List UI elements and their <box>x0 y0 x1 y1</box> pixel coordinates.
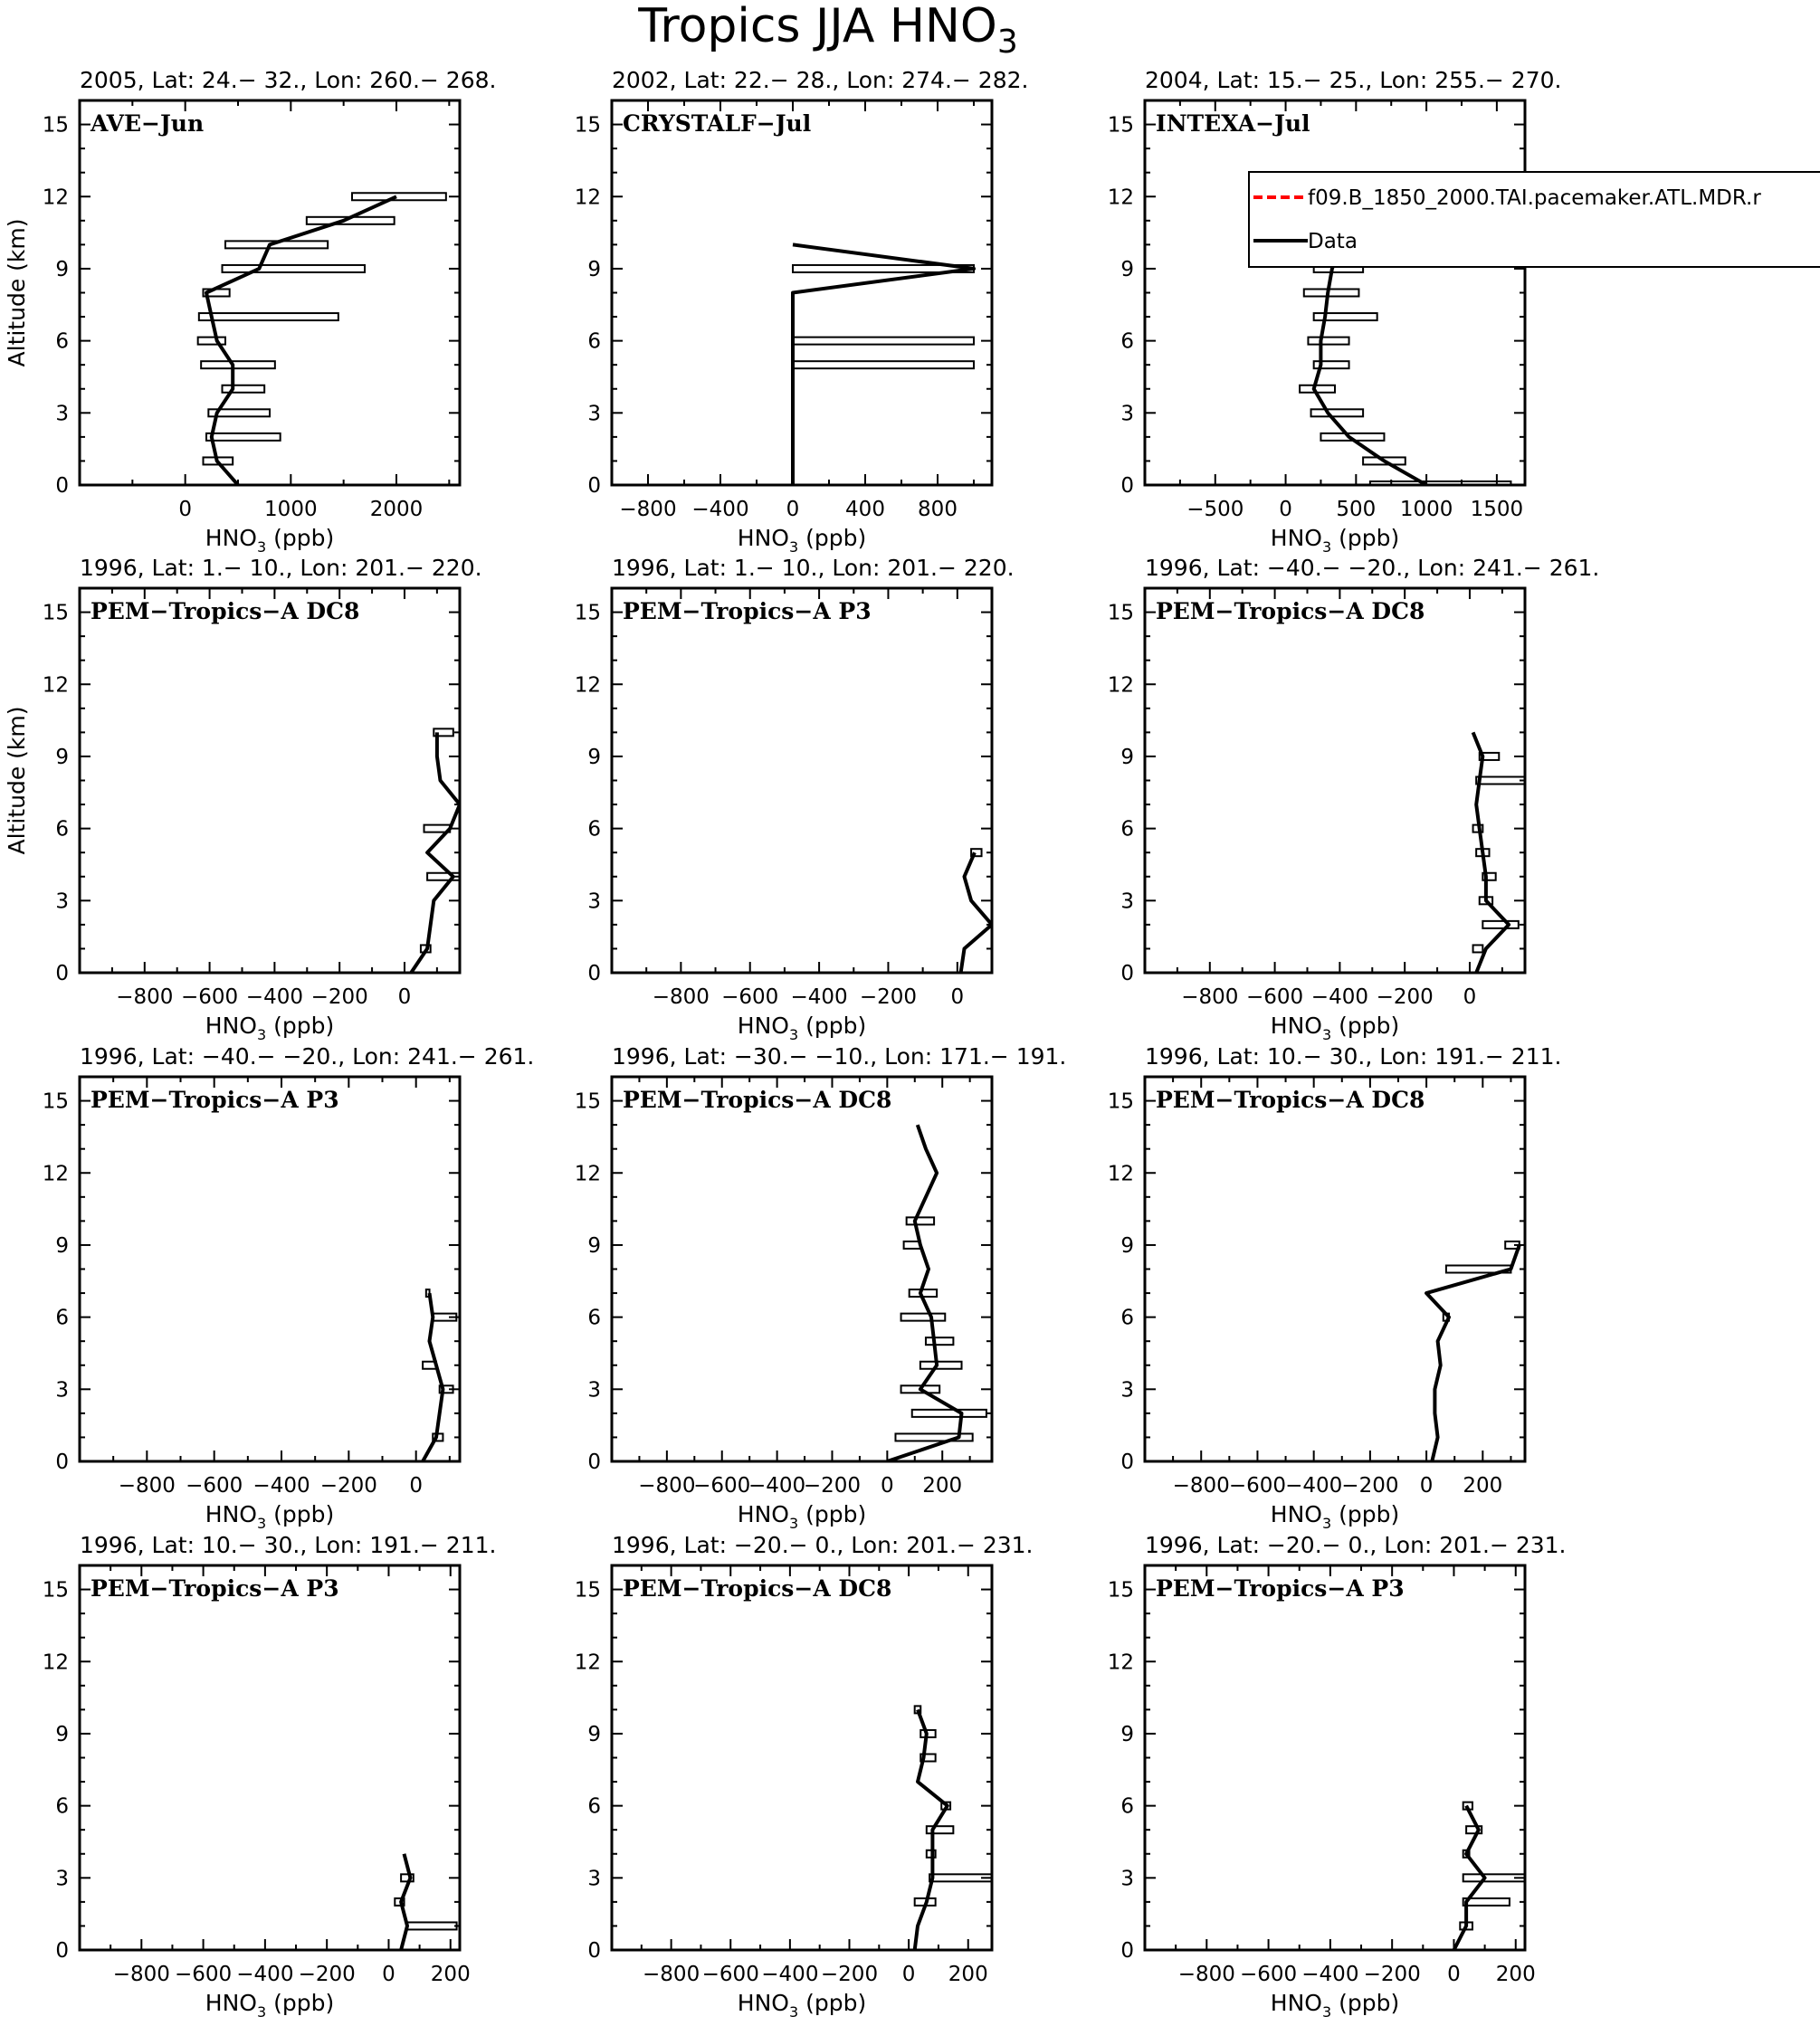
y-tick-label: 9 <box>55 257 69 281</box>
panel-header: 1996, Lat: 10.− 30., Lon: 191.− 211. <box>1145 1043 1562 1070</box>
experiment-label: AVE−Jun <box>91 110 205 137</box>
x-tick-label: 0 <box>178 498 192 521</box>
y-tick-label: 6 <box>587 1306 601 1330</box>
data-line <box>1426 1245 1520 1461</box>
range-bar <box>912 1410 986 1417</box>
x-tick-label: −400 <box>691 498 749 521</box>
x-tick-label: −400 <box>761 1963 819 1986</box>
y-tick-label: 0 <box>55 1451 69 1474</box>
y-tick-label: 15 <box>42 601 69 625</box>
x-tick-label: −400 <box>253 1474 310 1498</box>
x-axis-label: $HNO_3$ (ppb) <box>1270 1501 1400 1532</box>
range-bar <box>895 1433 972 1441</box>
panel-header: 1996, Lat: −40.− −20., Lon: 241.− 261. <box>1145 555 1600 581</box>
y-tick-label: 3 <box>587 1867 601 1891</box>
panel <box>4 67 496 556</box>
panel <box>1108 67 1820 556</box>
x-tick-label: 500 <box>1336 498 1377 521</box>
x-axis-label: $HNO_3$ (ppb) <box>737 1990 867 2021</box>
y-tick-label: 12 <box>42 1162 69 1186</box>
x-tick-label: −800 <box>1177 1963 1235 1986</box>
x-tick-label: −800 <box>112 1963 170 1986</box>
y-tick-label: 9 <box>55 1722 69 1746</box>
x-tick-label: 200 <box>922 1474 963 1498</box>
y-tick-label: 6 <box>55 817 69 842</box>
plot-frame <box>80 1565 460 1950</box>
y-tick-label: 15 <box>42 113 69 138</box>
y-tick-label: 9 <box>1120 1722 1134 1746</box>
y-tick-label: 0 <box>587 1939 601 1963</box>
y-tick-label: 12 <box>42 673 69 698</box>
y-tick-label: 6 <box>1120 1306 1134 1330</box>
range-bar <box>1473 945 1483 952</box>
panel <box>43 1532 497 2021</box>
y-tick-label: 15 <box>574 1578 601 1603</box>
y-tick-label: 0 <box>1120 1939 1134 1963</box>
x-tick-label: −600 <box>186 1474 243 1498</box>
y-tick-label: 9 <box>55 745 69 769</box>
x-tick-label: −200 <box>820 1963 879 1986</box>
x-tick-label: −400 <box>236 1963 294 1986</box>
experiment-label: INTEXA−Jul <box>1156 110 1310 137</box>
y-tick-label: 12 <box>1107 1650 1134 1675</box>
x-tick-label: 2000 <box>369 498 424 521</box>
x-tick-label: 0 <box>1463 985 1477 1009</box>
x-tick-label: 0 <box>397 985 412 1009</box>
x-axis-label: $HNO_3$ (ppb) <box>1270 525 1400 556</box>
panel <box>1108 1043 1562 1532</box>
y-tick-label: 6 <box>587 329 601 354</box>
x-tick-label: −800 <box>116 985 174 1009</box>
y-tick-label: 15 <box>1107 113 1134 138</box>
y-tick-label: 0 <box>55 962 69 985</box>
experiment-label: PEM−Tropics−A P3 <box>623 598 872 624</box>
panel <box>575 1532 1034 2021</box>
x-tick-label: −400 <box>748 1474 806 1498</box>
x-tick-label: −800 <box>619 498 677 521</box>
range-bar <box>223 385 265 393</box>
figure-title: Tropics JJA $HNO_3$ <box>638 0 1018 61</box>
x-tick-label: −600 <box>1239 1963 1298 1986</box>
plot-frame <box>1145 588 1525 973</box>
data-group <box>395 1854 456 1950</box>
plot-frame <box>1145 1565 1525 1950</box>
range-bar <box>1311 409 1364 416</box>
x-tick-label: 400 <box>845 498 885 521</box>
data-line <box>206 196 396 485</box>
y-tick-label: 15 <box>574 601 601 625</box>
x-tick-label: −800 <box>652 985 710 1009</box>
x-tick-label: −800 <box>118 1474 176 1498</box>
plot-frame <box>80 100 460 485</box>
y-tick-label: 0 <box>55 474 69 498</box>
y-tick-label: 15 <box>1107 601 1134 625</box>
data-group <box>1473 732 1525 973</box>
y-tick-label: 12 <box>574 1162 601 1186</box>
range-bar <box>1482 921 1518 928</box>
panel <box>4 555 482 1043</box>
y-tick-label: 12 <box>42 1650 69 1675</box>
x-tick-label: 0 <box>786 498 800 521</box>
range-bar <box>201 361 275 368</box>
x-tick-label: 200 <box>430 1963 471 1986</box>
x-tick-label: −400 <box>1310 985 1368 1009</box>
panel-header: 2004, Lat: 15.− 25., Lon: 255.− 270. <box>1145 67 1562 93</box>
experiment-label: CRYSTALF−Jul <box>623 110 812 137</box>
x-tick-label: −400 <box>245 985 303 1009</box>
y-tick-label: 3 <box>1120 1867 1134 1891</box>
x-tick-label: −200 <box>1376 985 1434 1009</box>
range-bar <box>352 193 446 200</box>
y-tick-label: 0 <box>1120 962 1134 985</box>
x-axis-label: $HNO_3$ (ppb) <box>737 525 867 556</box>
x-tick-label: −200 <box>859 985 918 1009</box>
data-group <box>1426 1241 1520 1461</box>
data-group <box>887 1125 986 1461</box>
y-tick-label: 6 <box>55 1306 69 1330</box>
x-axis-label: $HNO_3$ (ppb) <box>1270 1013 1400 1043</box>
y-tick-label: 6 <box>1120 817 1134 842</box>
panel <box>43 1043 535 1532</box>
x-tick-label: −400 <box>1301 1963 1359 1986</box>
x-tick-label: −400 <box>790 985 848 1009</box>
y-tick-label: 3 <box>1120 1378 1134 1403</box>
experiment-label: PEM−Tropics−A DC8 <box>623 1087 892 1113</box>
x-tick-label: 0 <box>901 1963 916 1986</box>
x-axis-label: $HNO_3$ (ppb) <box>205 1990 335 2021</box>
panel-header: 1996, Lat: −20.− 0., Lon: 201.− 231. <box>612 1532 1034 1558</box>
range-bar <box>793 361 974 368</box>
experiment-label: PEM−Tropics−A P3 <box>1156 1575 1405 1602</box>
plot-frame <box>80 588 460 973</box>
x-tick-label: 0 <box>1419 1474 1434 1498</box>
y-tick-label: 0 <box>1120 1451 1134 1474</box>
y-tick-label: 6 <box>587 1794 601 1819</box>
y-tick-label: 12 <box>574 673 601 698</box>
y-tick-label: 3 <box>587 1378 601 1403</box>
x-tick-label: 0 <box>382 1963 395 1986</box>
x-tick-label: −800 <box>1181 985 1239 1009</box>
x-tick-label: 1000 <box>264 498 318 521</box>
y-tick-label: 6 <box>1120 329 1134 354</box>
x-tick-label: −500 <box>1186 498 1244 521</box>
data-group <box>423 1289 456 1461</box>
x-tick-label: −600 <box>1228 1474 1287 1498</box>
x-tick-label: −200 <box>1363 1963 1421 1986</box>
x-tick-label: −600 <box>181 985 239 1009</box>
range-bar <box>1304 290 1359 297</box>
panel <box>1108 555 1600 1043</box>
y-tick-label: 15 <box>42 1089 69 1114</box>
data-line <box>961 852 992 973</box>
y-tick-label: 12 <box>1107 673 1134 698</box>
panel-header: 1996, Lat: 1.− 10., Lon: 201.− 220. <box>80 555 482 581</box>
data-group <box>793 244 974 485</box>
range-bar <box>198 338 225 345</box>
x-tick-label: −600 <box>693 1474 751 1498</box>
x-axis-label: $HNO_3$ (ppb) <box>205 1501 335 1532</box>
panel-header: 1996, Lat: −30.− −10., Lon: 171.− 191. <box>612 1043 1067 1070</box>
data-group <box>915 1706 992 1950</box>
x-tick-label: −200 <box>310 985 368 1009</box>
y-axis-label: Altitude (km) <box>4 706 30 855</box>
x-axis-label: $HNO_3$ (ppb) <box>1270 1990 1400 2021</box>
y-tick-label: 9 <box>55 1233 69 1258</box>
y-tick-label: 6 <box>55 329 69 354</box>
experiment-label: PEM−Tropics−A DC8 <box>1156 598 1425 624</box>
x-tick-label: 200 <box>948 1963 988 1986</box>
x-tick-label: −200 <box>298 1963 356 1986</box>
x-tick-label: −600 <box>1246 985 1304 1009</box>
x-axis-label: $HNO_3$ (ppb) <box>205 525 335 556</box>
y-tick-label: 6 <box>1120 1794 1134 1819</box>
x-tick-label: −200 <box>803 1474 862 1498</box>
panel-header: 1996, Lat: −20.− 0., Lon: 201.− 231. <box>1145 1532 1567 1558</box>
data-line <box>401 1854 410 1950</box>
y-tick-label: 15 <box>574 113 601 138</box>
y-tick-label: 0 <box>587 962 601 985</box>
y-tick-label: 0 <box>587 474 601 498</box>
range-bar <box>926 1337 953 1345</box>
y-tick-label: 3 <box>587 889 601 914</box>
x-tick-label: 0 <box>409 1474 424 1498</box>
y-tick-label: 9 <box>587 257 601 281</box>
x-tick-label: 0 <box>950 985 965 1009</box>
data-group <box>961 849 992 973</box>
y-tick-label: 15 <box>574 1089 601 1114</box>
x-tick-label: 0 <box>1279 498 1292 521</box>
y-tick-label: 15 <box>1107 1089 1134 1114</box>
plot-frame <box>612 588 992 973</box>
y-tick-label: 9 <box>1120 257 1134 281</box>
x-axis-label: $HNO_3$ (ppb) <box>737 1501 867 1532</box>
x-tick-label: −400 <box>1285 1474 1343 1498</box>
x-tick-label: −200 <box>1341 1474 1399 1498</box>
experiment-label: PEM−Tropics−A DC8 <box>91 598 360 624</box>
experiment-label: PEM−Tropics−A P3 <box>91 1087 339 1113</box>
range-bar <box>1476 777 1525 785</box>
panel-header: 1996, Lat: 1.− 10., Lon: 201.− 220. <box>612 555 1015 581</box>
x-tick-label: 1000 <box>1399 498 1453 521</box>
y-tick-label: 9 <box>587 1722 601 1746</box>
y-tick-label: 3 <box>1120 889 1134 914</box>
data-line <box>411 732 460 973</box>
y-tick-label: 12 <box>42 185 69 210</box>
x-tick-label: 0 <box>1447 1963 1461 1986</box>
y-tick-label: 6 <box>55 1794 69 1819</box>
panel-header: 2005, Lat: 24.− 32., Lon: 260.− 268. <box>80 67 497 93</box>
x-tick-label: −800 <box>643 1963 700 1986</box>
x-tick-label: −800 <box>638 1474 696 1498</box>
x-tick-label: 200 <box>1495 1963 1536 1986</box>
x-tick-label: −600 <box>174 1963 233 1986</box>
x-tick-label: −600 <box>721 985 779 1009</box>
range-bar <box>206 433 281 441</box>
y-tick-label: 12 <box>574 185 601 210</box>
range-bar <box>1308 338 1348 345</box>
y-tick-label: 3 <box>1120 402 1134 426</box>
panel-header: 2002, Lat: 22.− 28., Lon: 274.− 282. <box>612 67 1029 93</box>
range-bar <box>901 1314 946 1321</box>
x-tick-label: −200 <box>319 1474 377 1498</box>
y-tick-label: 9 <box>1120 1233 1134 1258</box>
y-tick-label: 3 <box>55 1867 69 1891</box>
y-tick-label: 12 <box>1107 1162 1134 1186</box>
data-group <box>198 193 446 485</box>
x-tick-label: −800 <box>1172 1474 1230 1498</box>
y-tick-label: 0 <box>55 1939 69 1963</box>
range-bar <box>904 1241 920 1249</box>
panels <box>4 67 1820 2021</box>
y-tick-label: 3 <box>587 402 601 426</box>
legend-label: Data <box>1308 230 1358 253</box>
y-tick-label: 12 <box>1107 185 1134 210</box>
panel-header: 1996, Lat: 10.− 30., Lon: 191.− 211. <box>80 1532 497 1558</box>
y-tick-label: 3 <box>55 402 69 426</box>
x-tick-label: 0 <box>881 1474 894 1498</box>
range-bar <box>199 313 338 320</box>
data-group <box>1454 1802 1526 1950</box>
data-group <box>411 728 460 973</box>
x-tick-label: −600 <box>701 1963 759 1986</box>
panel <box>1108 1532 1567 2021</box>
range-bar <box>793 338 974 345</box>
range-bar <box>920 1362 962 1369</box>
y-tick-label: 9 <box>587 745 601 769</box>
y-axis-label: Altitude (km) <box>4 218 30 367</box>
experiment-label: PEM−Tropics−A DC8 <box>623 1575 892 1602</box>
y-tick-label: 3 <box>55 1378 69 1403</box>
y-tick-label: 12 <box>574 1650 601 1675</box>
experiment-label: PEM−Tropics−A P3 <box>91 1575 339 1602</box>
y-tick-label: 6 <box>587 817 601 842</box>
y-tick-label: 9 <box>587 1233 601 1258</box>
plot-frame <box>612 1077 992 1461</box>
legend <box>1249 172 1820 267</box>
plot-frame <box>80 1077 460 1461</box>
range-bar <box>223 265 366 272</box>
y-tick-label: 9 <box>1120 745 1134 769</box>
y-tick-label: 15 <box>42 1578 69 1603</box>
y-tick-label: 0 <box>1120 474 1134 498</box>
panel <box>575 1043 1067 1532</box>
x-tick-label: 800 <box>918 498 958 521</box>
panel <box>575 555 1015 1043</box>
range-bar <box>927 1826 954 1833</box>
panel <box>575 67 1029 556</box>
x-axis-label: $HNO_3$ (ppb) <box>205 1013 335 1043</box>
range-bar <box>907 1217 934 1224</box>
x-axis-label: $HNO_3$ (ppb) <box>737 1013 867 1043</box>
x-tick-label: 200 <box>1463 1474 1503 1498</box>
y-tick-label: 0 <box>587 1451 601 1474</box>
y-tick-label: 15 <box>1107 1578 1134 1603</box>
panel-header: 1996, Lat: −40.− −20., Lon: 241.− 261. <box>80 1043 535 1070</box>
range-bar <box>407 1922 457 1929</box>
legend-label: f09.B_1850_2000.TAI.pacemaker.ATL.MDR.r <box>1308 186 1761 210</box>
y-tick-label: 3 <box>55 889 69 914</box>
experiment-label: PEM−Tropics−A DC8 <box>1156 1087 1425 1113</box>
x-tick-label: 1500 <box>1470 498 1524 521</box>
